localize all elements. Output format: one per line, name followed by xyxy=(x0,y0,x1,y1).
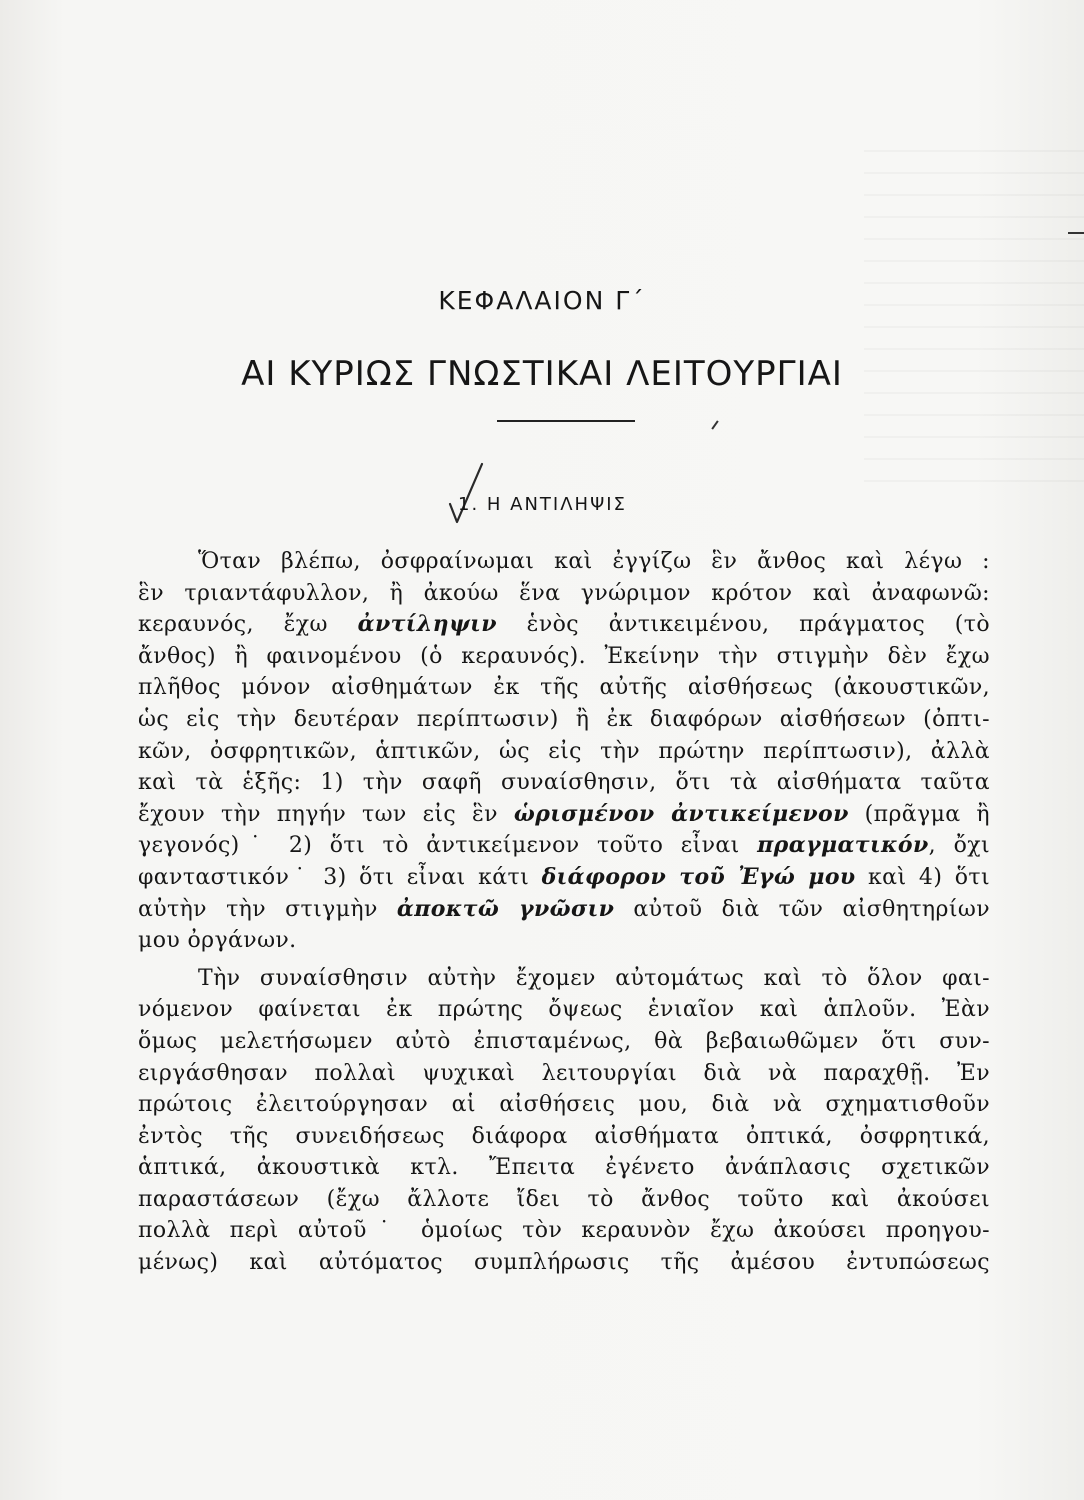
paragraph-1-line: ὡς εἰς τὴν δευτέραν περίπτωσιν) ἢ ἐκ διαφόρων αἰσθήσεων (ὀπτι- xyxy=(138,706,990,732)
paragraph-2-line: παραστάσεων (ἔχω ἄλλοτε ἴδει τὸ ἄνθος τοῦτο καὶ ἀκούσει xyxy=(138,1186,990,1212)
paragraph-1-line: ἄνθος) ἢ φαινομένου (ὁ κεραυνός). Ἐκείνην τὴν στιγμὴν δὲν ἔχω xyxy=(138,643,990,669)
chapter-label: ΚΕΦΑΛΑΙΟΝ Γ΄ xyxy=(438,286,646,315)
pen-tick-mark xyxy=(711,420,718,429)
line-segment: φανταστικόν˙ 3) ὅτι εἶναι κάτι xyxy=(138,864,542,890)
paragraph-1-line xyxy=(138,609,990,641)
paragraph-1-line xyxy=(138,799,990,831)
paragraph-2-line: ὅμως μελετήσωμεν αὐτὸ ἐπισταμένως, θὰ βεβαιωθῶμεν ὅτι συν- xyxy=(138,1028,990,1054)
paragraph-2-line: μένως) καὶ αὐτόματος συμπλήρωσις τῆς ἀμέσου ἐντυπώσεως xyxy=(138,1250,990,1276)
chapter-title: ΑΙ ΚΥΡΙΩΣ ΓΝΩΣΤΙΚΑΙ ΛΕΙΤΟΥΡΓΙΑΙ xyxy=(241,354,843,394)
emphasized-term: πραγματικόν xyxy=(757,832,929,859)
paragraph-1-line xyxy=(138,862,990,894)
line-segment: , ὄχι xyxy=(928,833,990,859)
paragraph-2-line: πρώτοις ἐλειτούργησαν αἱ αἰσθήσεις μου, διὰ νὰ σχηματισθοῦν xyxy=(138,1092,990,1118)
paragraph-1-line: πλῆθος μόνον αἰσθημάτων ἐκ τῆς αὐτῆς αἰσθήσεως (ἀκουστικῶν, xyxy=(138,675,990,701)
paragraph-1-line: ἓν τριαντάφυλλον, ἢ ἀκούω ἕνα γνώριμον κρότον καὶ ἀναφωνῶ: xyxy=(138,580,990,606)
paragraph-2-line: νόμενον φαίνεται ἐκ πρώτης ὄψεως ἑνιαῖον καὶ ἁπλοῦν. Ἐὰν xyxy=(138,997,990,1023)
paragraph-1-line xyxy=(138,894,990,926)
paragraph-2-line: πολλὰ περὶ αὐτοῦ˙ ὁμοίως τὸν κεραυνὸν ἔχω ἀκούσει προηγου- xyxy=(138,1218,990,1244)
line-segment: ἑνὸς ἀντικειμένου, πράγματος (τὸ xyxy=(496,612,990,638)
emphasized-term: ἀντίληψιν xyxy=(357,611,497,638)
paragraph-1-line: καὶ τὰ ἑξῆς: 1) τὴν σαφῆ συναίσθησιν, ὅτι τὰ αἰσθήματα ταῦτα xyxy=(138,770,990,796)
paragraph-2-line: ἐντὸς τῆς συνειδήσεως διάφορα αἰσθήματα ὀπτικά, ὀσφρητικά, xyxy=(138,1123,990,1149)
paragraph-1-line: μου ὀργάνων. xyxy=(138,928,297,954)
body-text xyxy=(138,546,990,1279)
line-segment: (πρᾶγμα ἢ xyxy=(848,801,991,827)
line-segment: αὐτὴν τὴν στιγμὴν xyxy=(138,896,397,922)
line-segment: αὐτοῦ διὰ τῶν αἰσθητηρίων xyxy=(614,896,990,922)
paragraph-1-line: κῶν, ὀσφρητικῶν, ἁπτικῶν, ὡς εἰς τὴν πρώτην περίπτωσιν), ἀλλὰ xyxy=(138,738,990,764)
emphasized-term: ἀποκτῶ γνῶσιν xyxy=(396,895,615,922)
section-heading: 1. Η ΑΝΤΙΛΗΨΙΣ xyxy=(458,494,627,515)
paragraph-2-line: ειργάσθησαν πολλαὶ ψυχικαὶ λειτουργίαι διὰ νὰ παραχθῇ. Ἐν xyxy=(138,1060,990,1086)
line-segment: γεγονός)˙ 2) ὅτι τὸ ἀντικείμενον τοῦτο εἶναι xyxy=(138,833,758,859)
line-segment: ἔχουν τὴν πηγήν των εἰς ἓν xyxy=(138,801,514,827)
margin-mark xyxy=(1068,232,1084,234)
line-segment: καὶ 4) ὅτι xyxy=(855,864,991,890)
paragraph-1-line: Ὅταν βλέπω, ὀσφραίνωμαι καὶ ἐγγίζω ἓν ἄνθος καὶ λέγω : xyxy=(198,549,990,574)
show-through-text xyxy=(864,150,1084,490)
paragraph-1-line xyxy=(138,830,990,862)
title-rule xyxy=(497,420,635,422)
line-segment: κεραυνός, ἔχω xyxy=(138,612,358,638)
emphasized-term: διάφορον τοῦ Ἐγώ μου xyxy=(541,863,856,890)
paragraph-2-line: ἁπτικά, ἀκουστικὰ κτλ. Ἔπειτα ἐγένετο ἀνάπλασις σχετικῶν xyxy=(138,1155,990,1181)
emphasized-term: ὡρισμένον ἀντικείμενον xyxy=(513,800,849,827)
paragraph-2-line: Τὴν συναίσθησιν αὐτὴν ἔχομεν αὐτομάτως καὶ τὸ ὅλον φαι- xyxy=(198,965,990,991)
